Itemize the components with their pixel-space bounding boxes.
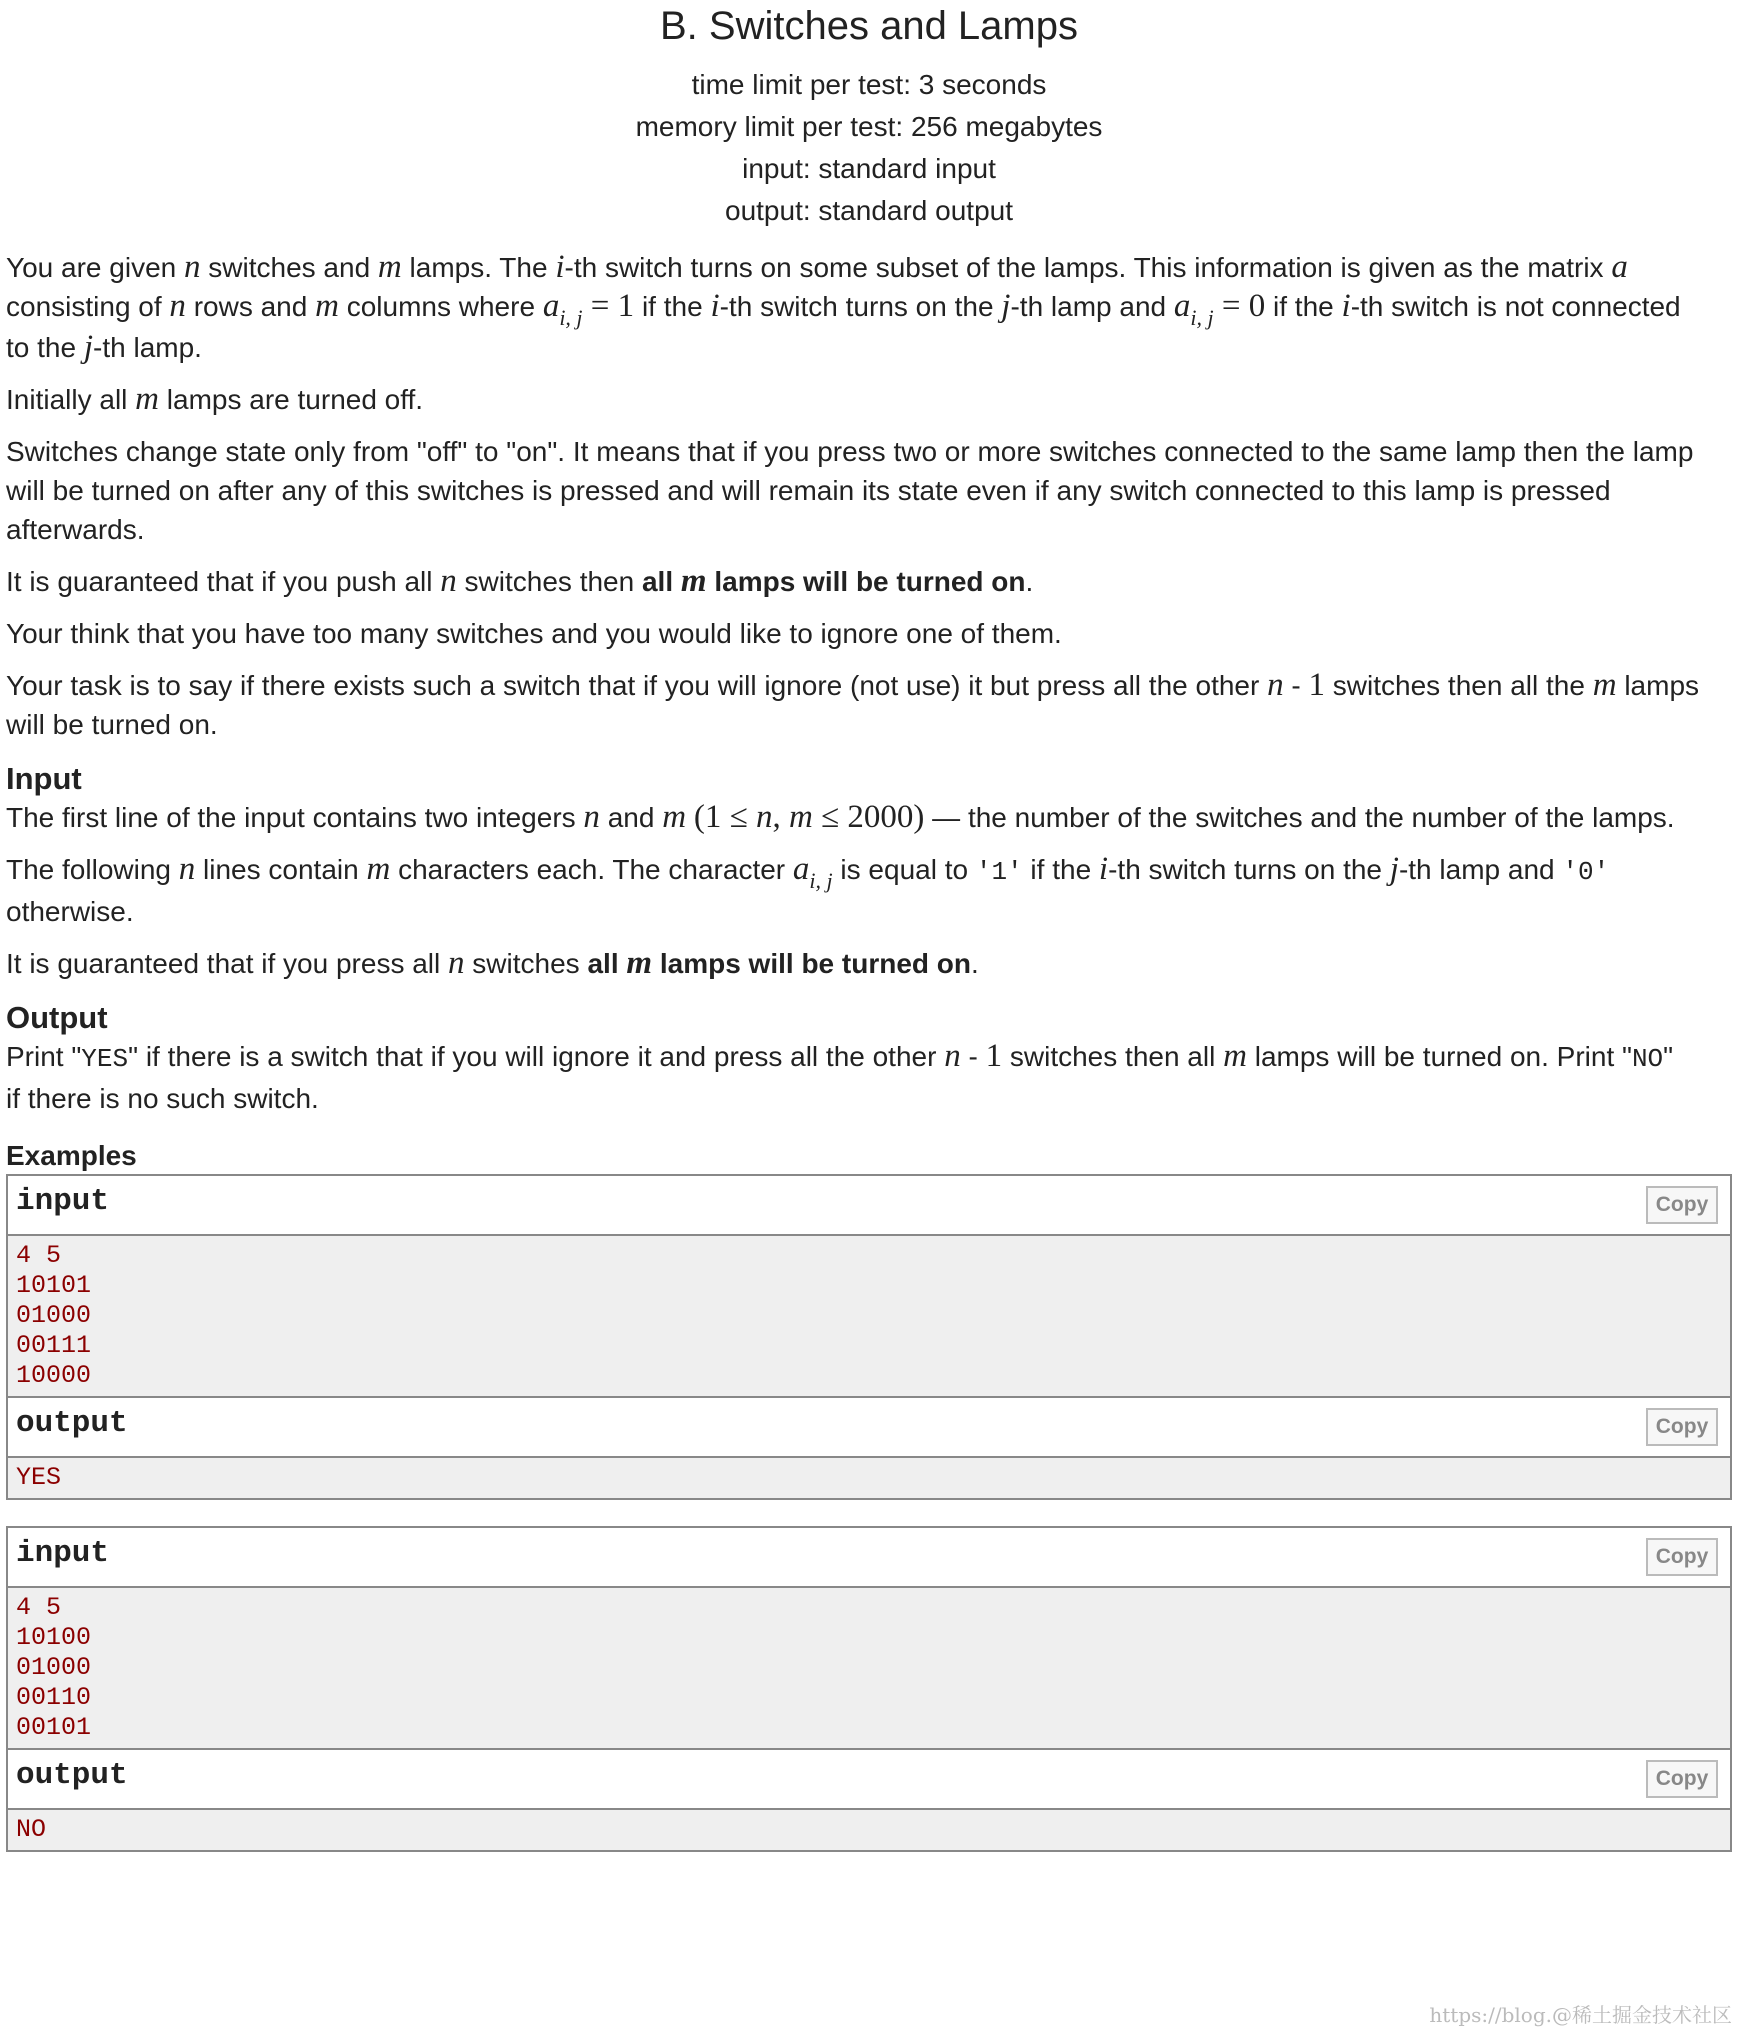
problem-title: B. Switches and Lamps (660, 4, 1078, 48)
problem-page (6, 0, 1732, 1852)
example-1-input-header (8, 1176, 1730, 1236)
statement-paragraph-5: Your think that you have too many switches and you would like to ignore one of them. (6, 618, 1062, 649)
copy-input-button[interactable]: Copy (1646, 1186, 1718, 1224)
output-label: output (16, 1406, 128, 1441)
input-label: input (16, 1184, 110, 1219)
input-section-title: Input (6, 761, 82, 796)
problem-limits (6, 64, 1732, 232)
input-paragraph-2: The following n lines contain m characters each. The character $a_{i, j}$ is equal to '1' if the i-th switch turns on the j-th lamp and '0' otherwise. (6, 851, 1610, 927)
input-line: 00111 (16, 1331, 92, 1360)
statement-paragraph-3: Switches change state only from "off" to "on". It means that if you press two or more switches connected to the same lamp then the lamp will be turned on after any of this switches is pressed and will remain its state even if any switch connected to this lamp is pressed afterwards. (6, 436, 1694, 545)
watermark: https://blog.@稀土掘金技术社区 (1429, 2003, 1732, 2027)
example-2 (6, 1526, 1732, 1852)
input-paragraph-3: It is guaranteed that if you press all n switches all m lamps will be turned on. (6, 945, 979, 981)
input-line: 4 5 (16, 1593, 62, 1622)
copy-input-button[interactable]: Copy (1646, 1538, 1718, 1576)
example-1-output-header (8, 1398, 1730, 1458)
memory-limit: memory limit per test: 256 megabytes (635, 111, 1103, 142)
input-paragraph-1: The first line of the input contains two integers n and m (1 ≤ n, m ≤ 2000) — the number of the switches and the number of the lamps. (6, 799, 1675, 835)
example-1-input-body (8, 1236, 1730, 1398)
input-line: 00110 (16, 1683, 92, 1712)
input-line: 10100 (16, 1623, 92, 1652)
output-line: NO (16, 1815, 47, 1844)
input-line: 00101 (16, 1713, 92, 1742)
example-2-output-body (8, 1810, 1730, 1850)
example-2-input-header (8, 1528, 1730, 1588)
input-label: input (16, 1536, 110, 1571)
statement-paragraph-6: Your task is to say if there exists such a switch that if you will ignore (not use) it but press all the other n - 1 switches then all the m lamps will be turned on. (6, 667, 1700, 740)
time-limit: time limit per test: 3 seconds (691, 69, 1047, 100)
copy-output-button[interactable]: Copy (1646, 1408, 1718, 1446)
output-type: output: standard output (725, 195, 1013, 226)
example-1-output-body (8, 1458, 1730, 1498)
output-line: YES (16, 1463, 62, 1492)
examples-title: Examples (6, 1140, 137, 1171)
output-paragraph-1: Print "YES" if there is a switch that if you will ignore it and press all the other n - 1 switches then all m lamps will be turned on. Print "NO" if there is no such switch. (6, 1038, 1674, 1114)
example-2-input-body (8, 1588, 1730, 1750)
input-type: input: standard input (742, 153, 996, 184)
input-line: 01000 (16, 1653, 92, 1682)
input-line: 01000 (16, 1301, 92, 1330)
input-line: 4 5 (16, 1241, 62, 1270)
copy-output-button[interactable]: Copy (1646, 1760, 1718, 1798)
statement-paragraph-2: Initially all m lamps are turned off. (6, 381, 424, 417)
output-section-title: Output (6, 1000, 108, 1035)
input-line: 10000 (16, 1361, 92, 1390)
statement-paragraph-1: You are given n switches and m lamps. The i-th switch turns on some subset of the lamps. This information is given as the matrix a consisting of n rows and m columns where $a_{i, j} = 1$ if the i-th switch turns on the j-th lamp and $a_{i, j} = 0$ if the i-th switch is not connected to the j-th lamp. (6, 249, 1681, 365)
output-label: output (16, 1758, 128, 1793)
example-2-output-header (8, 1750, 1730, 1810)
statement-paragraph-4: It is guaranteed that if you push all n switches then all m lamps will be turned on. (6, 563, 1034, 599)
example-1 (6, 1174, 1732, 1500)
input-line: 10101 (16, 1271, 92, 1300)
